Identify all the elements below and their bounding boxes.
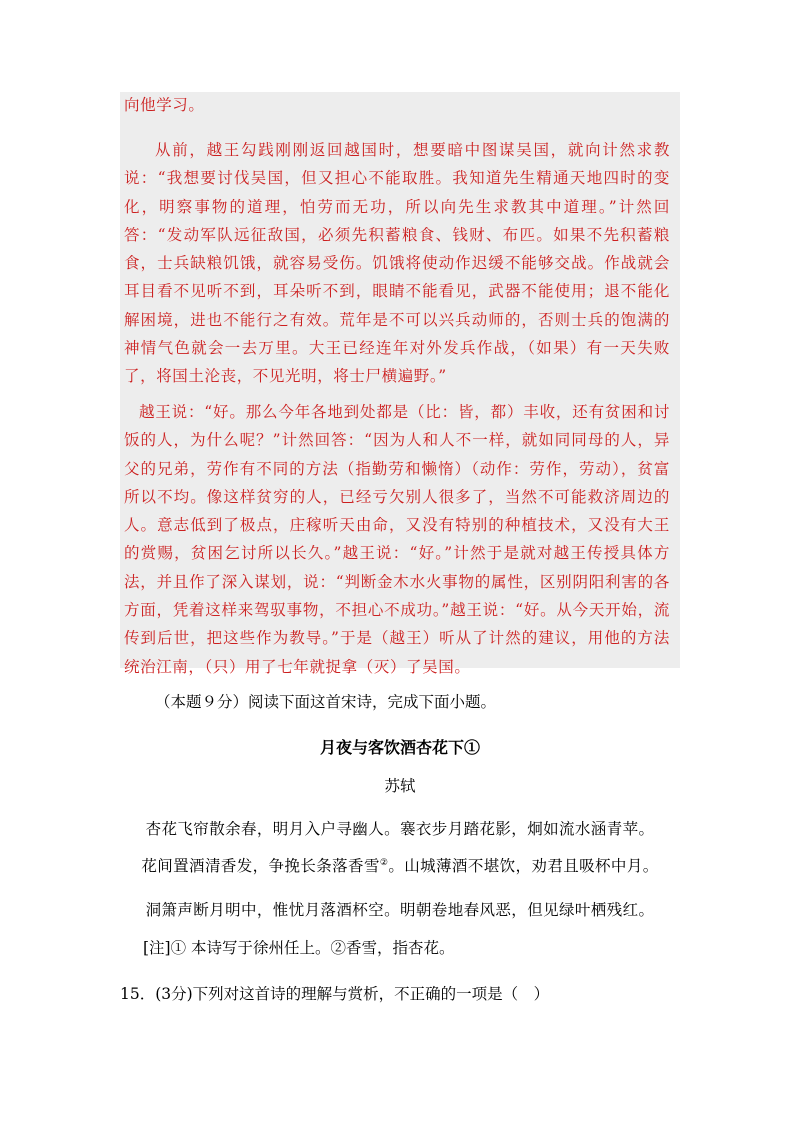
translation-paragraph-1: 从前，越王勾践刚刚返回越国时，想要暗中图谋吴国，就向计然求教说：“我想要讨伐吴国，但又担心不能取胜。我知道先生精通天地四时的变化，明察事物的道理，怕劳而无功，所以向先生求教其中道理。”计然回答：“发动军队远征敌国，必须先积蓄粮食、钱财、布匹。如果不先积蓄粮食，士兵缺粮饥饿，就容易受伤。饥饿将使动作迟缓不能够交战。作战就会耳目看不见听不到，耳朵听不到，眼睛不能看见，武器不能使用；退不能化解困境，进也不能行之有效。荒年是不可以兴兵动师的，否则士兵的饱满的神情气色就会一去万里。大王已经连年对外发兵作战，（如果）有一天失败了，将国土沦丧，不见光明，将士尸横遍野。”: [124, 141, 670, 386]
poem-author: 苏轼: [384, 777, 416, 795]
question-intro: （本题９分）阅读下面这首宋诗，完成下面小题。: [155, 693, 497, 711]
translation-paragraph-2: 越王说：“好。那么今年各地到处都是（比：皆，都）丰收，还有贫困和讨饭的人，为什么呢？”计然回答：“因为人和人不一样，就如同同母的人，异父的兄弟，劳作有不同的方法（指勤劳和懒惰）（动作：劳作，劳动），贫富所以不均。像这样贫穷的人，已经亏欠别人很多了，当然不可能救济周边的人。意志低到了极点，庄稼听天由命，又没有特别的种植技术，又没有大王的赏赐，贫困乞讨所以长久。”越王说：“好。”计然于是就对越王传授具体方法，并且作了深入谋划，说：“判断金木水火事物的属性，区别阴阳利害的各方面，凭着这样来驾驭事物，不担心不成功。”越王说：“好。从今天开始，流传到后世，把这些作为教导。”于是（越王）听从了计然的建议，用他的方法统治江南，（只）用了七年就捉拿（灭）了吴国。: [124, 403, 670, 676]
poem-line-3: 洞箫声断月明中，惟忧月落酒杯空。明朝卷地春风恶，但见绿叶栖残红。: [145, 901, 655, 919]
poem-note: [注]① 本诗写于徐州任上。②香雪，指杏花。: [143, 939, 455, 957]
poem-title: 月夜与客饮酒杏花下①: [319, 738, 480, 757]
question-15: 15．(3分)下列对这首诗的理解与赏析，不正确的一项是（ ）: [120, 985, 550, 1003]
translation-continuation: 向他学习。: [124, 96, 205, 114]
poem-line-2-part-b: 。山城薄酒不堪饮，劝君且吸杯中月。: [388, 857, 659, 875]
poem-line-1: 杏花飞帘散余春，明月入户寻幽人。褰衣步月踏花影，炯如流水涵青苹。: [145, 820, 655, 838]
poem-line-2-part-a: 花间置酒清香发，争挽长条落香雪: [141, 857, 380, 875]
footnote-marker: ②: [379, 857, 389, 868]
poem-line-2: [0, 852, 800, 880]
